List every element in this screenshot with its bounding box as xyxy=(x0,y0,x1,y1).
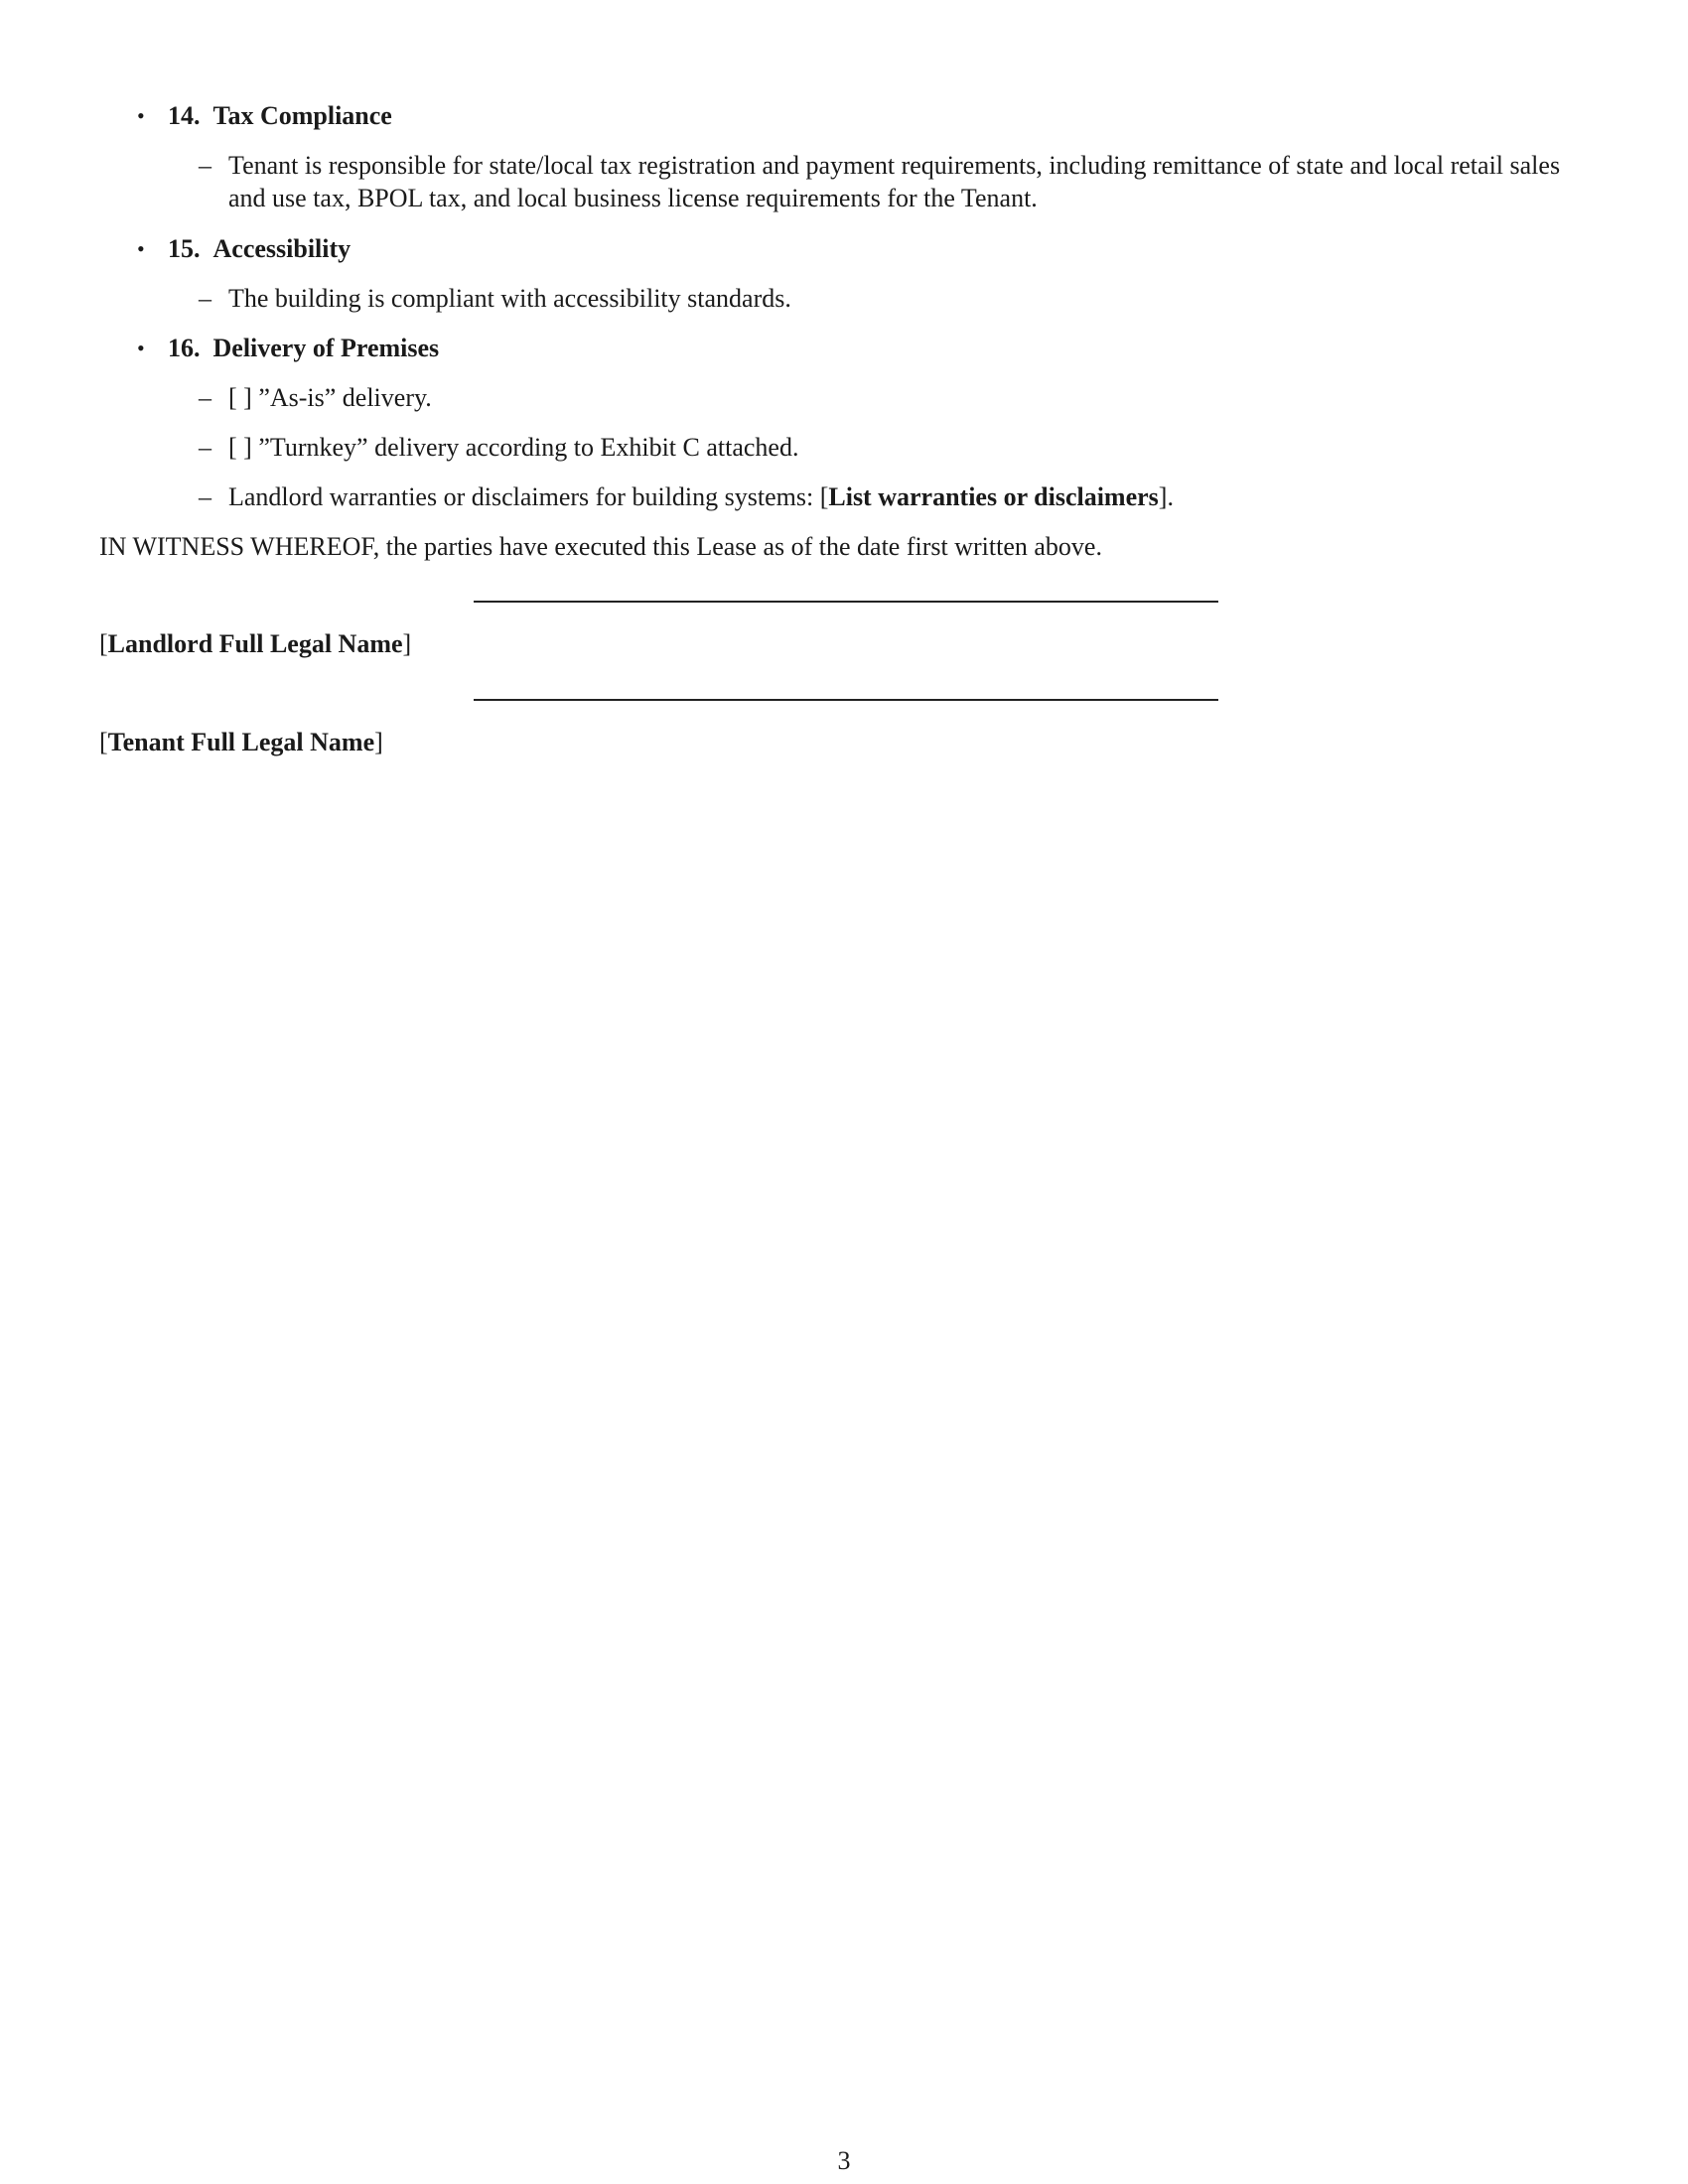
section-heading xyxy=(168,99,392,132)
bracket-open: [ xyxy=(99,629,108,658)
section-heading xyxy=(168,232,351,265)
dash-icon: – xyxy=(199,151,211,180)
item-text-after: ]. xyxy=(1158,482,1174,511)
landlord-name: Landlord Full Legal Name xyxy=(107,629,403,658)
bullet-icon: • xyxy=(137,236,145,261)
item-text xyxy=(228,480,1599,513)
bullet-icon: • xyxy=(137,103,145,128)
bracket-open: [ xyxy=(99,728,108,756)
bracket-close: ] xyxy=(374,728,383,756)
dash-icon: – xyxy=(199,433,211,462)
item-text: The building is compliant with accessibility standards. xyxy=(228,284,791,313)
witness-clause: IN WITNESS WHEREOF, the parties have executed this Lease as of the date first written above. xyxy=(99,532,1102,561)
bullet-icon: • xyxy=(137,336,145,360)
bracket-close: ] xyxy=(402,629,412,658)
landlord-name-placeholder xyxy=(99,627,411,660)
tenant-name: Tenant Full Legal Name xyxy=(107,728,375,756)
section-number: 14. xyxy=(168,101,201,130)
page-number: 3 xyxy=(837,2146,851,2175)
tenant-signature-line xyxy=(474,699,1218,701)
tenant-name-placeholder xyxy=(99,726,383,758)
checkbox-option-as-is: [ ] ”As-is” delivery. xyxy=(228,383,432,412)
section-title: Tax Compliance xyxy=(212,101,392,130)
dash-icon: – xyxy=(199,383,211,412)
item-text-before: Landlord warranties or disclaimers for building systems: [ xyxy=(228,482,829,511)
dash-icon: – xyxy=(199,482,211,511)
section-title: Delivery of Premises xyxy=(212,334,440,362)
item-text: Tenant is responsible for state/local tax registration and payment requirements, including remittance of state and local retail sales and use tax, BPOL tax, and local business license requirements for the Tenant. xyxy=(228,151,1561,212)
landlord-signature-line xyxy=(474,601,1218,603)
section-heading xyxy=(168,332,439,364)
placeholder-text: List warranties or disclaimers xyxy=(828,482,1159,511)
section-number: 15. xyxy=(168,234,201,263)
checkbox-option-turnkey: [ ] ”Turnkey” delivery according to Exhibit C attached. xyxy=(228,433,799,462)
dash-icon: – xyxy=(199,284,211,313)
section-number: 16. xyxy=(168,334,201,362)
section-title: Accessibility xyxy=(212,234,352,263)
